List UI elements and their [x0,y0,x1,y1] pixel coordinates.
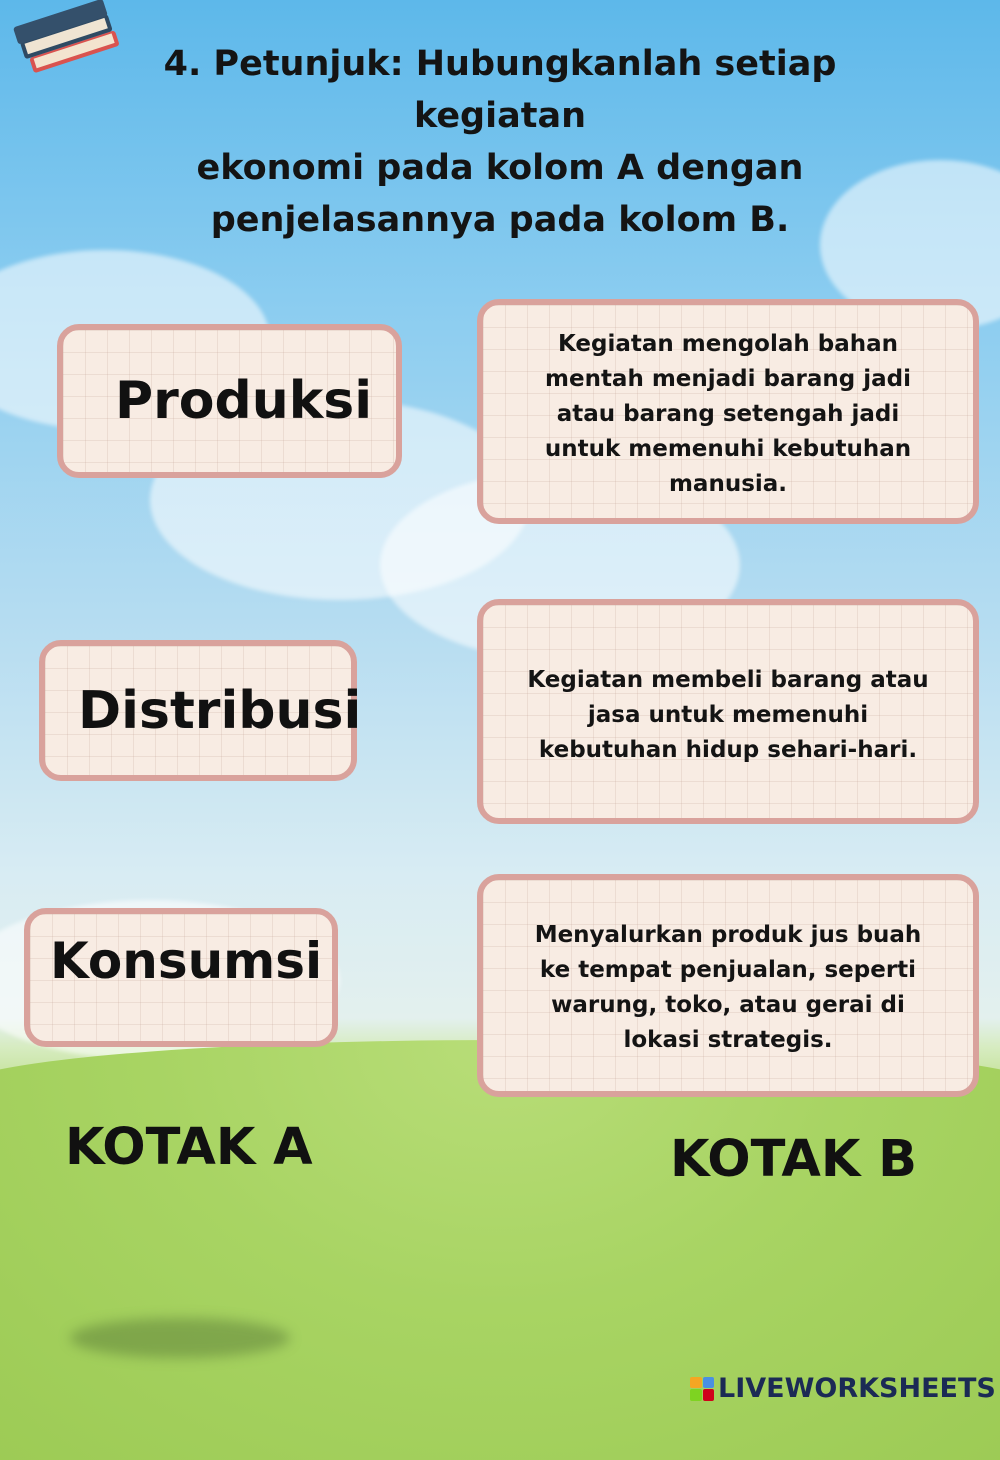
liveworksheets-logo-icon [690,1377,714,1401]
item-label: Distribusi [78,680,362,741]
kotak-b-item-3[interactable] [477,874,979,1097]
kotak-a-item-konsumsi[interactable] [24,908,338,1047]
kotak-a-item-produksi[interactable] [57,324,402,478]
kotak-a-label: KOTAK A [65,1118,313,1177]
ground-shadow [70,1318,290,1358]
instruction-text [100,38,900,246]
kotak-a-item-distribusi[interactable] [39,640,362,781]
kotak-b-item-2[interactable] [477,599,979,824]
item-description: Kegiatan mengolah bahan mentah menjadi barang jadi atau barang setengah jadi untuk memenuhi kebutuhan manusia. [544,331,912,497]
kotak-b-label: KOTAK B [670,1130,918,1189]
brand-text: LIVEWORKSHEETS [718,1373,996,1404]
item-description: Kegiatan membeli barang atau jasa untuk memenuhi kebutuhan hidup sehari-hari. [527,667,929,763]
liveworksheets-brand [690,1373,996,1404]
item-label: Konsumsi [50,932,323,990]
item-description: Menyalurkan produk jus buah ke tempat penjualan, seperti warung, toko, atau gerai di lokasi strategis. [534,922,922,1053]
item-label: Produksi [115,371,373,431]
instruction-line: penjelasannya pada kolom B. [210,200,790,240]
kotak-b-item-1[interactable] [477,299,979,524]
instruction-line: ekonomi pada kolom A dengan [196,148,804,188]
instruction-line: 4. Petunjuk: Hubungkanlah setiap kegiatan [163,44,837,136]
